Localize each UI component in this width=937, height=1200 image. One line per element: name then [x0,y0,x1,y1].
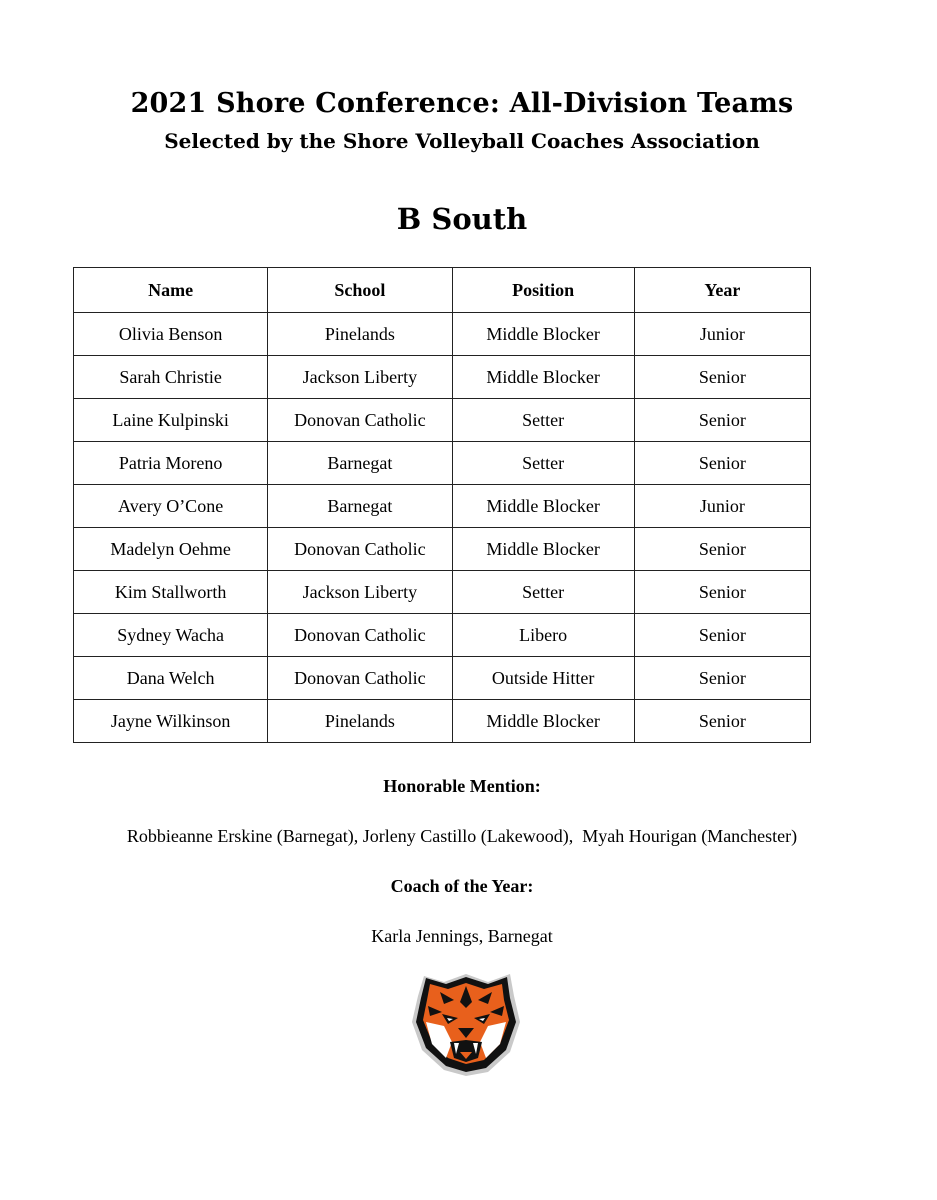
player-year: Senior [634,657,810,700]
table-row [74,313,811,356]
player-school: Pinelands [268,700,452,743]
column-header-school: School [268,268,452,313]
player-position: Setter [452,571,634,614]
player-school: Jackson Liberty [268,356,452,399]
player-name: Patria Moreno [74,442,268,485]
player-school: Barnegat [268,485,452,528]
player-school: Donovan Catholic [268,614,452,657]
player-school: Donovan Catholic [268,528,452,571]
player-position: Setter [452,399,634,442]
column-header-year: Year [634,268,810,313]
player-year: Junior [634,313,810,356]
player-name: Olivia Benson [74,313,268,356]
table-row [74,442,811,485]
honorable-mention-names: Robbieanne Erskine (Barnegat), Jorleny Castillo (Lakewood), Myah Hourigan (Manchester) [126,826,798,846]
player-name: Dana Welch [74,657,268,700]
player-year: Senior [634,356,810,399]
player-name: Avery O’Cone [74,485,268,528]
player-position: Setter [452,442,634,485]
column-header-name: Name [74,268,268,313]
player-school: Barnegat [268,442,452,485]
player-position: Middle Blocker [452,528,634,571]
player-year: Junior [634,485,810,528]
player-year: Senior [634,700,810,743]
table-row [74,399,811,442]
honorable-mention-heading: Honorable Mention: [383,776,541,796]
player-position: Outside Hitter [452,657,634,700]
table-row [74,528,811,571]
player-position: Middle Blocker [452,313,634,356]
player-name: Jayne Wilkinson [74,700,268,743]
player-year: Senior [634,528,810,571]
player-name: Sydney Wacha [74,614,268,657]
player-year: Senior [634,442,810,485]
division-heading: B South [396,202,528,236]
player-name: Kim Stallworth [74,571,268,614]
page-subtitle: Selected by the Shore Volleyball Coaches Association [164,129,760,153]
table-row [74,657,811,700]
tiger-head-icon [404,962,528,1078]
player-position: Libero [452,614,634,657]
player-name: Laine Kulpinski [74,399,268,442]
all-division-table [73,267,811,743]
column-header-position: Position [452,268,634,313]
table-row [74,571,811,614]
player-school: Pinelands [268,313,452,356]
player-year: Senior [634,614,810,657]
player-position: Middle Blocker [452,485,634,528]
player-name: Madelyn Oehme [74,528,268,571]
table-row [74,614,811,657]
coach-of-year-heading: Coach of the Year: [390,876,534,896]
page-title: 2021 Shore Conference: All-Division Teams [130,88,794,119]
table-row [74,485,811,528]
table-row [74,700,811,743]
player-school: Donovan Catholic [268,657,452,700]
player-position: Middle Blocker [452,356,634,399]
player-school: Donovan Catholic [268,399,452,442]
table-row [74,356,811,399]
player-school: Jackson Liberty [268,571,452,614]
player-year: Senior [634,399,810,442]
player-year: Senior [634,571,810,614]
table-header-row [74,268,811,313]
player-position: Middle Blocker [452,700,634,743]
coach-of-year-name: Karla Jennings, Barnegat [371,926,553,946]
player-name: Sarah Christie [74,356,268,399]
